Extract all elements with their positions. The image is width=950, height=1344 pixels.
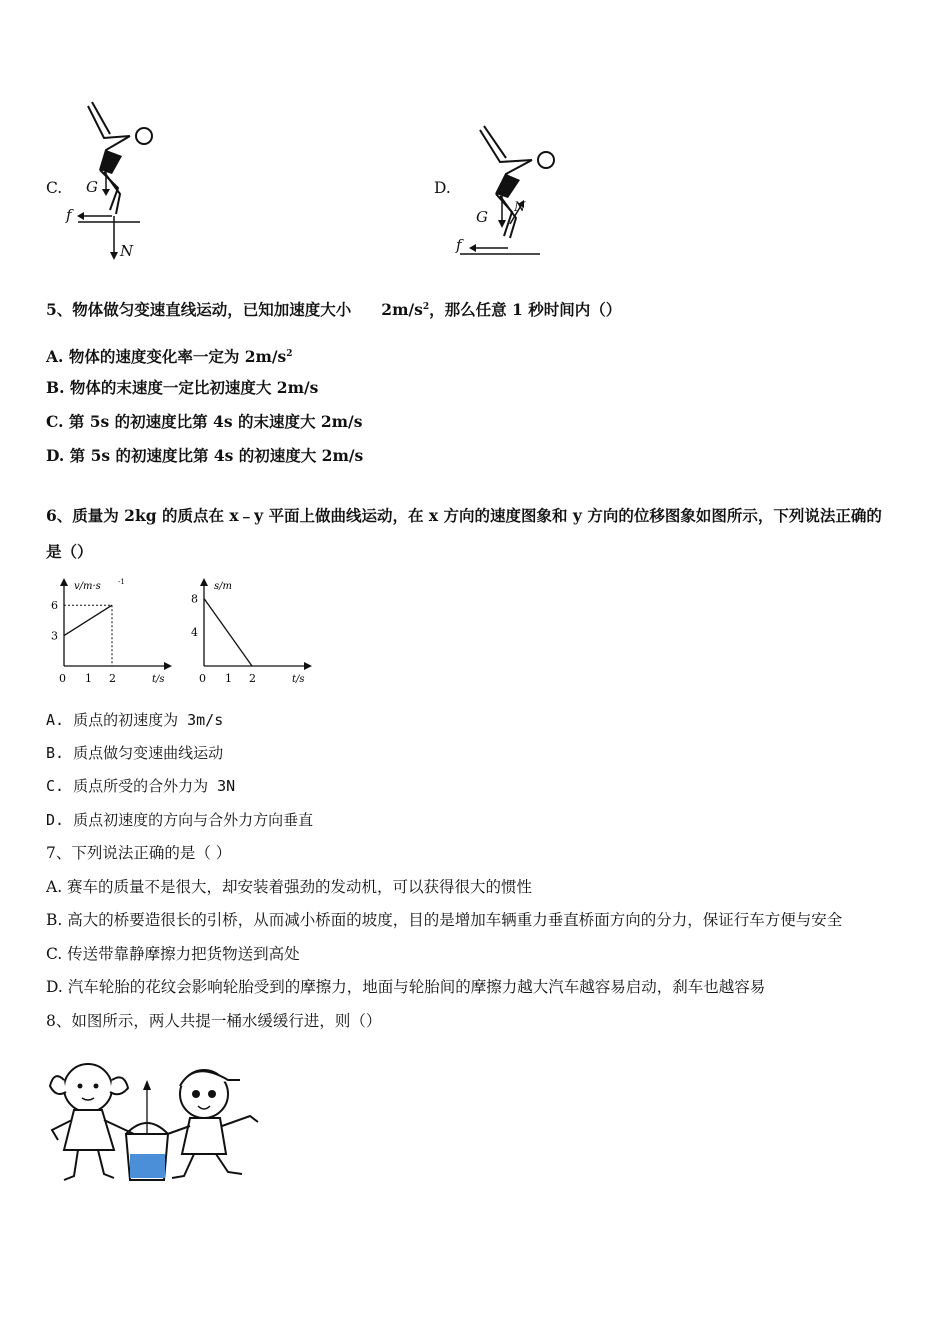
q5-option-a: A. 物体的速度变化率一定为 $2m/s^2$ xyxy=(46,347,293,366)
x-tick-label: 1 xyxy=(85,672,92,685)
label-g: G xyxy=(86,178,98,196)
q5-stem-part2: ，那么任意 1 秒时间内（） xyxy=(429,300,622,319)
q7-option-a: A. 赛车的质量不是很大，却安装着强劲的发动机，可以获得很大的惯性 xyxy=(46,878,533,896)
label-f: f xyxy=(66,206,72,224)
question-8-stem: 8、如图所示，两人共提一桶水缓缓行进，则（） xyxy=(46,1012,382,1030)
y-tick-label: 3 xyxy=(51,629,58,643)
x-axis-arrow xyxy=(164,662,172,670)
question-5-stem xyxy=(46,297,621,320)
y-tick-label: 8 xyxy=(191,592,198,606)
y-axis-label-sup: -1 xyxy=(118,578,125,586)
y-axis-label: s/m xyxy=(214,581,232,592)
q6-option-a: A. 质点的初速度为 3m/s xyxy=(46,711,224,729)
series-line xyxy=(64,605,112,635)
displacement-time-graph xyxy=(186,574,316,689)
y-tick-label: 6 xyxy=(51,599,58,613)
two-children-carrying-bucket-figure xyxy=(44,1050,264,1190)
x-axis-arrow xyxy=(304,662,312,670)
label-f: f xyxy=(456,236,462,254)
x-axis-label: t/s xyxy=(152,674,165,685)
diver-figure-c xyxy=(60,98,160,263)
q5-stem-sup: 2 xyxy=(422,302,430,312)
q5-option-d: D. 第 5s 的初速度比第 4s 的初速度大 2m/s xyxy=(46,446,364,465)
x-tick-label: 2 xyxy=(109,672,116,685)
bucket-water xyxy=(130,1154,165,1178)
diver-figure-d xyxy=(450,124,560,264)
question-6-stem-line2: 是（） xyxy=(46,542,93,561)
q6-option-c: C. 质点所受的合外力为 3N xyxy=(46,777,236,795)
option-d-label: D. xyxy=(434,179,451,197)
q6-option-b: B. 质点做匀变速曲线运动 xyxy=(46,744,224,762)
option-c-label: C. xyxy=(46,179,63,197)
label-n: N xyxy=(120,242,134,260)
q7-option-c: C. 传送带靠静摩擦力把货物送到高处 xyxy=(46,945,300,963)
question-6-stem-line1: 6、质量为 2kg 的质点在 x﹣y 平面上做曲线运动，在 x 方向的速度图象和 y 方向的位移图象如图所示，下列说法正确的 xyxy=(46,506,882,525)
q5-stem-value: 2m/s xyxy=(381,300,423,319)
q6-option-d: D. 质点初速度的方向与合外力方向垂直 xyxy=(46,811,314,829)
q5-option-b: B. 物体的末速度一定比初速度大 2m/s xyxy=(46,378,319,397)
y-tick-label: 4 xyxy=(191,626,198,640)
x-tick-label: 1 xyxy=(225,672,232,685)
x-axis-label: t/s xyxy=(292,674,305,685)
y-axis-arrow xyxy=(200,578,208,586)
x-tick-label: 0 xyxy=(59,672,66,685)
x-tick-label: 2 xyxy=(249,672,256,685)
label-n: N xyxy=(514,200,526,215)
q7-option-d: D. 汽车轮胎的花纹会影响轮胎受到的摩擦力，地面与轮胎间的摩擦力越大汽车越容易启动，刹车也越容易 xyxy=(46,978,766,996)
q7-option-b: B. 高大的桥要造很长的引桥，从而减小桥面的坡度，目的是增加车辆重力垂直桥面方向的分力，保证行车方便与安全 xyxy=(46,911,843,929)
series-line xyxy=(204,598,252,666)
q5-stem-part1: 5、物体做匀变速直线运动，已知加速度大小 xyxy=(46,300,352,319)
velocity-time-graph xyxy=(46,574,176,689)
question-7-stem: 7、下列说法正确的是（ ） xyxy=(46,844,232,862)
y-axis-label: v/m·s xyxy=(74,581,101,592)
y-axis-arrow xyxy=(60,578,68,586)
x-tick-label: 0 xyxy=(199,672,206,685)
q5-option-c: C. 第 5s 的初速度比第 4s 的末速度大 2m/s xyxy=(46,412,363,431)
label-g: G xyxy=(476,208,488,226)
